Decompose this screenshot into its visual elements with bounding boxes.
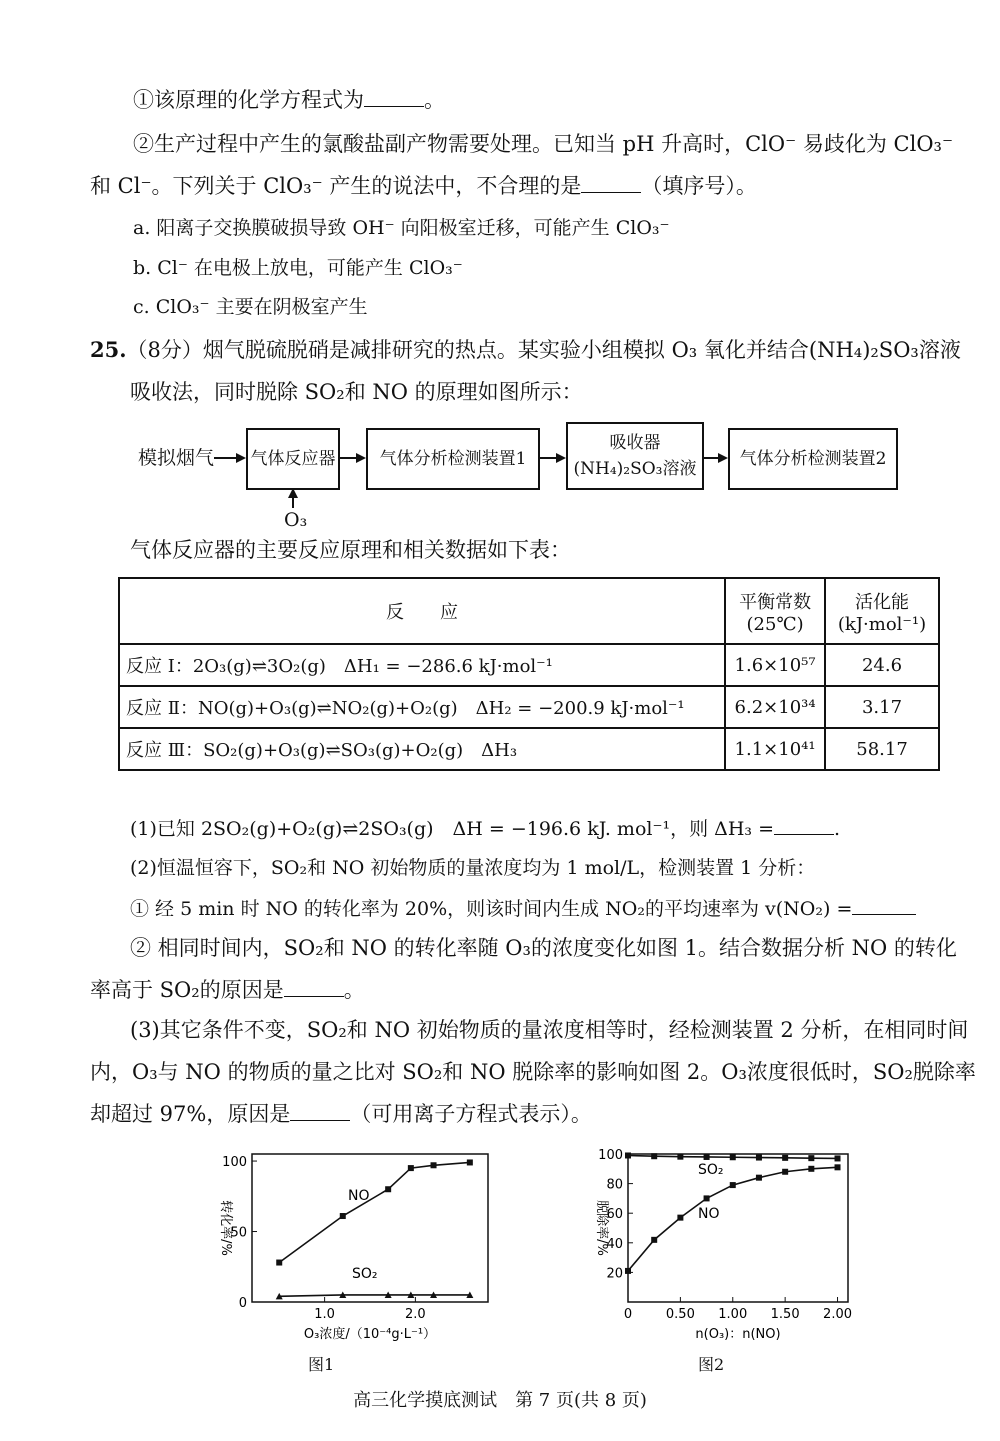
data-point bbox=[730, 1182, 736, 1188]
data-point bbox=[782, 1155, 788, 1161]
flow-o3-label: O₃ bbox=[284, 509, 308, 531]
q25-s3-line3: 却超过 97%，原因是 （可用离子方程式表示）。 bbox=[90, 1102, 592, 1126]
data-point bbox=[756, 1175, 762, 1181]
figure-2-label: 图2 bbox=[698, 1355, 725, 1374]
series-label: NO bbox=[348, 1188, 370, 1204]
data-point bbox=[677, 1215, 683, 1221]
x-tick-label: 0.50 bbox=[665, 1307, 695, 1322]
data-point bbox=[730, 1154, 736, 1160]
data-point bbox=[835, 1155, 841, 1161]
q25-intro-line1: 25.（8分）烟气脱硫脱硝是减排研究的热点。某实验小组模拟 O₃ 氧化并结合(NH₄)₂SO₃溶液 bbox=[90, 337, 961, 362]
ea-cell: 3.17 bbox=[825, 686, 939, 728]
q25-s2: (2)恒温恒容下，SO₂和 NO 初始物质的量浓度均为 1 mol/L，检测装置 1 分析： bbox=[130, 857, 816, 879]
data-point bbox=[808, 1155, 814, 1161]
y-tick-label: 0 bbox=[238, 1296, 247, 1311]
option-c: c. ClO₃⁻ 主要在阴极室产生 bbox=[133, 296, 368, 318]
q24-sub2-line2: 和 Cl⁻。下列关于 ClO₃⁻ 产生的说法中，不合理的是 （填序号）。 bbox=[90, 174, 757, 198]
x-tick-label: 1.50 bbox=[770, 1307, 800, 1322]
table-row bbox=[119, 686, 939, 728]
table-row bbox=[119, 644, 939, 686]
q24-sub1: ①该原理的化学方程式为 。 bbox=[133, 88, 445, 112]
flow-box-reactor: 气体反应器 bbox=[246, 428, 340, 490]
q24-sub2-line1: ②生产过程中产生的氯酸盐副产物需要处理。已知当 pH 升高时，ClO⁻ 易歧化为 ClO₃⁻ bbox=[133, 132, 954, 156]
ea-cell: 24.6 bbox=[825, 644, 939, 686]
data-point bbox=[408, 1165, 414, 1171]
data-point bbox=[808, 1166, 814, 1172]
q25-s2-2-line1: ② 相同时间内，SO₂和 NO 的转化率随 O₃的浓度变化如图 1。结合数据分析 NO 的转化 bbox=[130, 936, 957, 960]
y-tick-label: 40 bbox=[606, 1236, 623, 1252]
flow-box-detector2: 气体分析检测装置2 bbox=[728, 428, 898, 490]
header-k: 平衡常数 (25℃) bbox=[725, 578, 825, 644]
y-tick-label: 80 bbox=[606, 1177, 623, 1193]
series-line-SO₂ bbox=[279, 1295, 470, 1296]
figure-1-label: 图1 bbox=[308, 1355, 335, 1374]
q25-s2-2-line2: 率高于 SO₂的原因是 。 bbox=[90, 978, 365, 1002]
answer-blank[interactable] bbox=[581, 172, 641, 193]
data-point bbox=[625, 1152, 631, 1158]
x-tick-label: 0 bbox=[623, 1307, 633, 1322]
y-axis-label: 脱除率/% bbox=[594, 1200, 609, 1256]
data-point bbox=[651, 1237, 657, 1243]
flow-box-absorber: 吸收器 (NH₄)₂SO₃溶液 bbox=[566, 422, 704, 490]
reaction-table bbox=[118, 577, 940, 771]
answer-blank[interactable] bbox=[774, 814, 834, 835]
y-tick-label: 50 bbox=[230, 1225, 247, 1241]
k-cell: 6.2×10³⁴ bbox=[725, 686, 825, 728]
y-tick-label: 20 bbox=[606, 1266, 623, 1282]
y-axis-label: 转化率/% bbox=[218, 1200, 233, 1256]
answer-blank[interactable] bbox=[852, 894, 916, 915]
data-point bbox=[385, 1186, 391, 1192]
table-header-row bbox=[119, 578, 939, 644]
reaction-cell: 反应 Ⅰ：2O₃(g)⇌3O₂(g) ΔH₁ = −286.6 kJ·mol⁻¹ bbox=[119, 644, 725, 686]
answer-blank[interactable] bbox=[290, 1100, 350, 1121]
data-point bbox=[677, 1154, 683, 1160]
flow-input-label: 模拟烟气 bbox=[138, 447, 215, 469]
x-tick-label: 1.00 bbox=[718, 1307, 748, 1322]
data-point bbox=[756, 1155, 762, 1161]
series-line-NO bbox=[279, 1162, 470, 1262]
page-footer: 高三化学摸底测试 第 7 页(共 8 页) bbox=[353, 1390, 647, 1411]
header-ea: 活化能 (kJ·mol⁻¹) bbox=[825, 578, 939, 644]
q25-s2-1: ① 经 5 min 时 NO 的转化率为 20%，则该时间内生成 NO₂的平均速率为 v(NO₂) = bbox=[130, 894, 916, 923]
reaction-cell: 反应 Ⅲ：SO₂(g)+O₃(g)⇌SO₃(g)+O₂(g) ΔH₃ bbox=[119, 728, 725, 770]
figure-1-chart bbox=[190, 1140, 500, 1350]
data-point bbox=[651, 1153, 657, 1159]
series-label: NO bbox=[698, 1206, 720, 1222]
answer-blank[interactable] bbox=[364, 86, 424, 107]
y-tick-label: 100 bbox=[222, 1155, 247, 1171]
data-point bbox=[276, 1260, 282, 1266]
data-point bbox=[625, 1268, 631, 1274]
k-cell: 1.6×10⁵⁷ bbox=[725, 644, 825, 686]
q25-intro-line2: 吸收法，同时脱除 SO₂和 NO 的原理如图所示： bbox=[130, 380, 583, 404]
data-point bbox=[835, 1164, 841, 1170]
y-tick-label: 60 bbox=[606, 1207, 623, 1223]
table-row bbox=[119, 728, 939, 770]
data-point bbox=[704, 1154, 710, 1160]
x-axis-label: O₃浓度/（10⁻⁴g·L⁻¹） bbox=[303, 1327, 437, 1342]
option-a: a. 阳离子交换膜破损导致 OH⁻ 向阳极室迁移，可能产生 ClO₃⁻ bbox=[133, 217, 670, 239]
data-point bbox=[782, 1169, 788, 1175]
reaction-cell: 反应 Ⅱ：NO(g)+O₃(g)⇌NO₂(g)+O₂(g) ΔH₂ = −200.9 kJ·mol⁻¹ bbox=[119, 686, 725, 728]
option-b: b. Cl⁻ 在电极上放电，可能产生 ClO₃⁻ bbox=[133, 257, 463, 279]
data-point bbox=[431, 1162, 437, 1168]
x-tick-label: 2.00 bbox=[823, 1307, 853, 1322]
q25-s3-line1: (3)其它条件不变，SO₂和 NO 初始物质的量浓度相等时，经检测装置 2 分析，在相同时间 bbox=[130, 1018, 969, 1042]
data-point bbox=[340, 1213, 346, 1219]
y-tick-label: 100 bbox=[598, 1148, 623, 1163]
data-point bbox=[704, 1195, 710, 1201]
flow-box-detector1: 气体分析检测装置1 bbox=[366, 428, 540, 490]
q25-s1: (1)已知 2SO₂(g)+O₂(g)⇌2SO₃(g) ΔH = −196.6 kJ. mol⁻¹，则 ΔH₃ = . bbox=[130, 814, 840, 843]
answer-blank[interactable] bbox=[284, 976, 344, 997]
table-intro: 气体反应器的主要反应原理和相关数据如下表： bbox=[130, 538, 571, 562]
k-cell: 1.1×10⁴¹ bbox=[725, 728, 825, 770]
series-label: SO₂ bbox=[352, 1266, 378, 1282]
data-point bbox=[467, 1159, 473, 1165]
q25-s3-line2: 内，O₃与 NO 的物质的量之比对 SO₂和 NO 脱除率的影响如图 2。O₃浓度很低时，SO₂脱除率 bbox=[90, 1060, 976, 1084]
plot-frame bbox=[628, 1154, 848, 1302]
x-axis-label: n(O₃)：n(NO) bbox=[695, 1327, 781, 1342]
header-reaction: 反 应 bbox=[119, 578, 725, 644]
x-tick-label: 1.0 bbox=[314, 1307, 335, 1322]
figure-2-chart bbox=[560, 1140, 860, 1350]
series-label: SO₂ bbox=[698, 1162, 724, 1178]
x-tick-label: 2.0 bbox=[405, 1307, 426, 1322]
ea-cell: 58.17 bbox=[825, 728, 939, 770]
